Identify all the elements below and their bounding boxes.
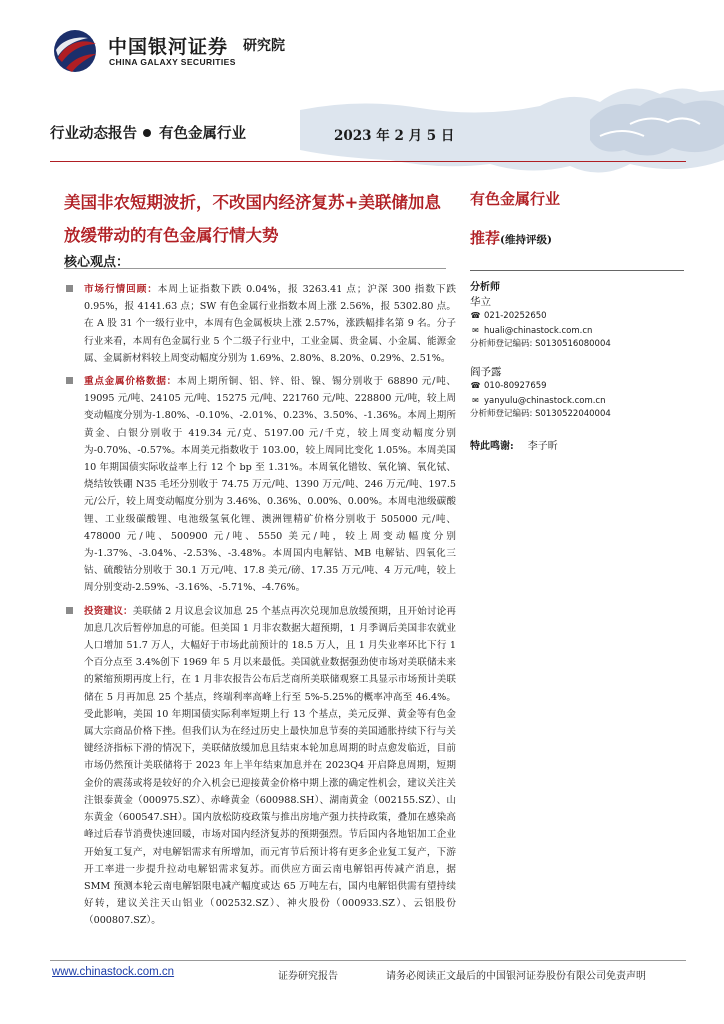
brand-name-cn: 中国银河证券 [108, 36, 229, 58]
square-bullet-icon [66, 285, 73, 292]
bullet-text: 本周上期所铜、铝、锌、铅、镍、锡分别收于 68890 元/吨、19095 元/吨、24105 元/吨、15275 元/吨、221760 元/吨、228800 元/吨，较上周变动幅度分别为-1.80%、-0.10%、-2.01%、0.23%、3.50%、-1.36%。本周上期所黄金、白银分别收于 419.34 元/克、5197.00 元/千克，较上周变动幅度分别为-0.70%、-0.57%。本周美元指数收于 103.00，较上周同比变化 1.05%。本周美国 10 年期国债实际收益率上行 12 个 bp 至 1.31%。本周氧化镨钕、氧化镝、氧化铽、烧结钕铁硼 N35 毛坯分别收于 74.75 万元/吨、1390 万元/吨、246 万元/吨、197.5 元/公斤，较上周变动幅度分别为 3.46%、0.36%、0.00%、0.00%。本周电池级碳酸锂、工业级碳酸锂、电池级氢氧化锂、澳洲锂精矿价格分别收于 505000 元/吨、478000 元/吨、500900 元/吨、5550 美元/吨，较上周变动幅度分别为-1.37%、-3.04%、-2.53%、-3.48%。本周国内电解钴、MB 电解钴、四氧化三钴、硫酸钴分别收于 30.1 万元/吨、17.8 美元/磅、17.35 万元/吨、4 万元/吨，较上周分别变动-2.59%、-3.16%、-5.71%、-4.76%。 [84, 376, 456, 594]
galaxy-logo-icon [52, 28, 98, 74]
bullet-lead: 市场行情回顾： [84, 284, 158, 295]
analyst-cert: S0130522040004 [535, 409, 611, 419]
header-divider [50, 161, 686, 162]
bullet-lead: 投资建议： [84, 605, 133, 617]
analyst-email[interactable]: yanyulu@chinastock.com.cn [484, 395, 606, 406]
core-views [64, 281, 456, 936]
phone-icon: ☎ [470, 381, 481, 390]
sidebar-industry: 有色金属行业 [470, 190, 561, 208]
analyst-phone: 021-20252650 [484, 311, 547, 321]
acknowledgement [470, 440, 690, 454]
footer-divider [50, 960, 686, 961]
bullet-lead: 重点金属价格数据： [84, 376, 177, 388]
analyst-name: 阎予露 [470, 365, 502, 378]
mail-icon: ✉ [472, 325, 479, 335]
thanks-label: 特此鸣谢: [470, 440, 514, 452]
phone-icon: ☎ [470, 311, 481, 320]
report-header [50, 122, 246, 143]
footer-disclaimer: 请务必阅读正文最后的中国银河证券股份有限公司免责声明 [386, 971, 646, 982]
report-date: 2023 年 2 月 5 日 [334, 128, 455, 144]
analyst-name: 华立 [470, 295, 491, 308]
list-item [64, 281, 456, 367]
cert-label: 分析师登记编码: [470, 339, 533, 349]
sidebar-rating [470, 227, 552, 248]
bullet-text: 美联储 2 月议息会议加息 25 个基点再次兑现加息放缓预期，且开始讨论再加息几次后暂停加息的可能。但美国 1 月非农数据大超预期，1 月季调后美国非农就业人口增加 51.7 万人，大幅好于市场此前预计的 18.5 万人，且 1 月失业率环比下行 1 个百分点至 3.4%创下 1969 年 5 月以来最低。美国就业数据强劲使市场对美联储未来的紧缩预期再度上行，在 1 月非农报告公布后芝商所美联储观察工具显示市场预计美联储在 5 月再加息 25 个基点，终端利率高峰上行至 5%-5.25%的概率冲高至 46.4%。受此影响，美国 10 年期国债实际利率短期上行 13 个基点，美元反弹、黄金等有色金属大宗商品价格下挫。但我们认为在经过历史上最快加息节奏的美国通胀持续下行与关键经济指标下滑的情况下，美联储放缓加息且结束本轮加息周期的时点愈发临近，目前市场仍然预计美联储将于 2023 年上半年结束加息并在 2023Q4 开启降息周期，短期金价的震荡或将是较好的介入机会已迎接黄金价格中期上涨的确定性机会，建议关注关注银泰黄金（000975.SZ）、赤峰黄金（600988.SH）、湖南黄金（002155.SZ）、山东黄金（600547.SH）。国内放松防疫政策与推出房地产强力扶持政策，叠加在感染高峰过后春节消费快速回暖，市场对国内经济复苏的预期强烈。节后国内各地铝加工企业开始复工复产，对电解铝需求有所增加，而元宵节后预计将有更多企业复工复产，下游开工率进一步提升拉动电解铝需求复苏。而供应方面云南电解铝再传减产消息，据 SMM 预测本轮云南电解铝限电减产幅度或达 65 万吨左右，国内电解铝供需有望持续好转，建议关注天山铝业（002532.SZ）、神火股份（000933.SZ）、云铝股份（000807.SZ）。 [84, 605, 457, 927]
report-industry: 有色金属行业 [159, 125, 246, 142]
thanks-name: 李子昕 [527, 440, 558, 452]
brand-name-en: CHINA GALAXY SECURITIES [109, 57, 236, 67]
report-type: 行业动态报告 [50, 125, 137, 142]
analyst-card [470, 366, 690, 422]
analyst-panel [470, 281, 690, 453]
report-title: 美国非农短期波折，不改国内经济复苏+美联储加息放缓带动的有色金属行情大势 [64, 193, 441, 245]
square-bullet-icon [66, 607, 73, 614]
title-divider [64, 268, 446, 269]
bullet-dot-icon [143, 129, 151, 137]
analyst-cert: S0130516080004 [535, 339, 611, 349]
cert-label: 分析师登记编码: [470, 409, 533, 419]
analysts-heading: 分析师 [470, 282, 500, 293]
square-bullet-icon [66, 377, 73, 384]
brand-logo [52, 26, 312, 76]
rating-value: 推荐 [470, 229, 501, 247]
list-item [64, 603, 456, 930]
footer-center-text: 证券研究报告 [278, 971, 338, 982]
bullet-text: 本周上证指数下跌 0.04%，报 3263.41 点；沪深 300 指数下跌 0.95%，报 4141.63 点；SW 有色金属行业指数本周上涨 2.56%，报 5302.80 点。在 A 股 31 个一级行业中，本周有色金属板块上涨 2.57%，涨跌幅排名第 9 名。分子行业来看，本周有色金属行业 5 个二级子行业中，工业金属、贵金属、小金属、能源金属、金属新材料较上周变动幅度分别为 1.69%、2.80%、8.20%、0.29%、2.51%。 [84, 284, 456, 364]
brand-division: 研究院 [243, 38, 285, 54]
analyst-phone: 010-80927659 [484, 381, 547, 391]
list-item [64, 373, 456, 597]
analyst-email[interactable]: huali@chinastock.com.cn [484, 325, 593, 336]
section-heading: 核心观点： [64, 255, 130, 270]
mail-icon: ✉ [472, 395, 479, 405]
analyst-card [470, 296, 690, 352]
rating-note: (维持评级) [500, 234, 552, 246]
footer-website-link[interactable]: www.chinastock.com.cn [52, 966, 175, 978]
sidebar-divider [470, 270, 684, 271]
